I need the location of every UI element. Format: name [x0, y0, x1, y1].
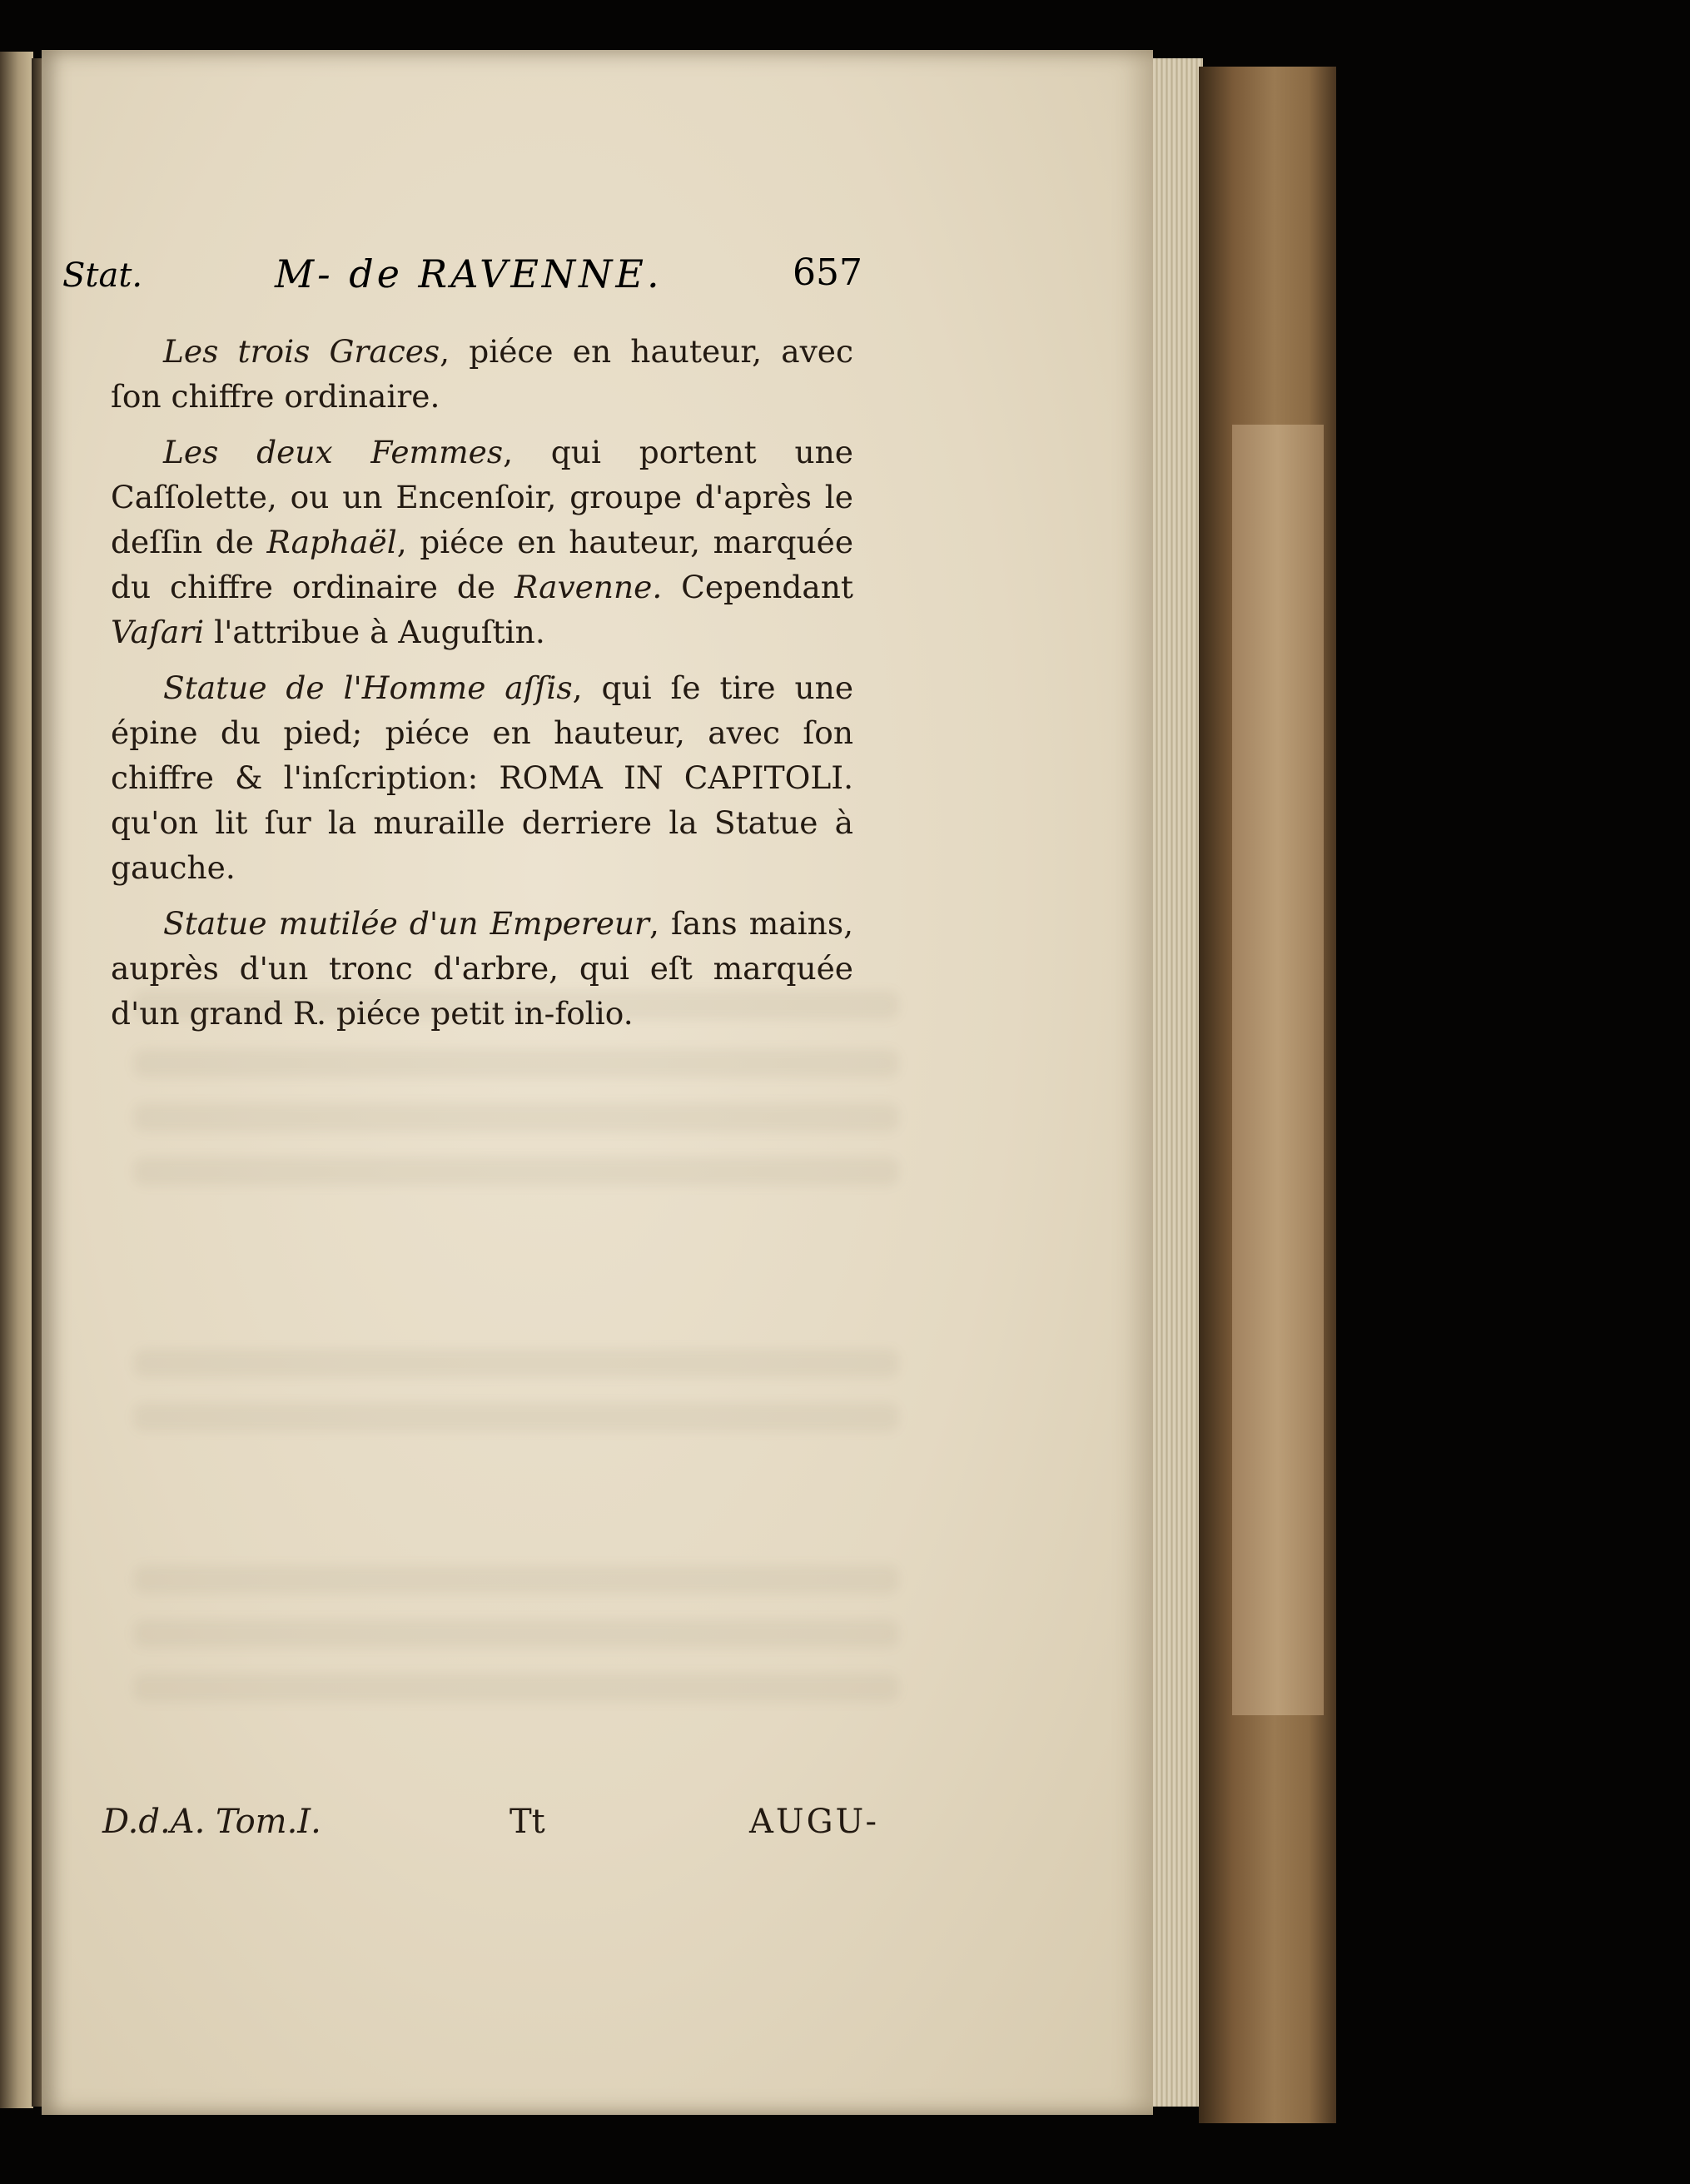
show-through [133, 1619, 899, 1648]
show-through [133, 1349, 899, 1377]
entry-title: Statue de l'Homme aſſis [163, 669, 573, 706]
entry-text: , piéce en hauteur, marquée du chiffre ordinaire de [111, 524, 854, 605]
running-head-left: Stat. [62, 256, 143, 295]
show-through [133, 1403, 899, 1431]
show-through [133, 1565, 899, 1594]
show-through [133, 1157, 899, 1186]
volume-signature: D.d.A. Tom.I. [102, 1803, 321, 1841]
page-edges [1153, 58, 1203, 2107]
entry-title: Les trois Graces [163, 333, 440, 370]
show-through [133, 1103, 899, 1132]
facing-page-edge [0, 52, 33, 2108]
entry-text: Cependant [662, 569, 853, 605]
catchword: AUGU- [749, 1803, 880, 1841]
entry-text: , qui ſe tire une épine du pied; piéce en hauteur, avec ſon chiffre & l'inſcription: ROMA IN CAPITOLI. qu'on lit ſur la muraille derriere la Statue à gauche. [111, 669, 854, 886]
cover-label-band [1232, 425, 1324, 1715]
page-body [111, 329, 853, 1047]
running-head-title: M- de RAVENNE. [275, 251, 663, 296]
entry-title: Statue mutilée d'un Empereur [163, 905, 649, 942]
paragraph [111, 329, 853, 419]
paragraph [111, 665, 853, 890]
entry-title: Les deux Femmes [163, 434, 504, 470]
entry-text: l'attribue à Auguſtin. [204, 614, 545, 650]
author-name: Vaſari [111, 614, 205, 650]
show-through [133, 1049, 899, 1077]
entry-text: , qui portent une Caſſolette, ou un Encenſoir, groupe d'après le deſſin de [111, 434, 853, 560]
artist-name: Ravenne. [514, 569, 663, 605]
paragraph [111, 430, 853, 654]
entry-text: , piéce en hauteur, avec ſon chiffre ordinaire. [111, 333, 853, 415]
entry-text: , ſans mains, auprès d'un tronc d'arbre, qui eſt marquée d'un grand R. piéce petit in-folio. [111, 905, 853, 1032]
gathering-mark: Tt [509, 1803, 545, 1841]
show-through [133, 1674, 899, 1702]
artist-name: Raphaël [266, 524, 397, 560]
paragraph [111, 901, 853, 1036]
page-number: 657 [793, 251, 862, 294]
